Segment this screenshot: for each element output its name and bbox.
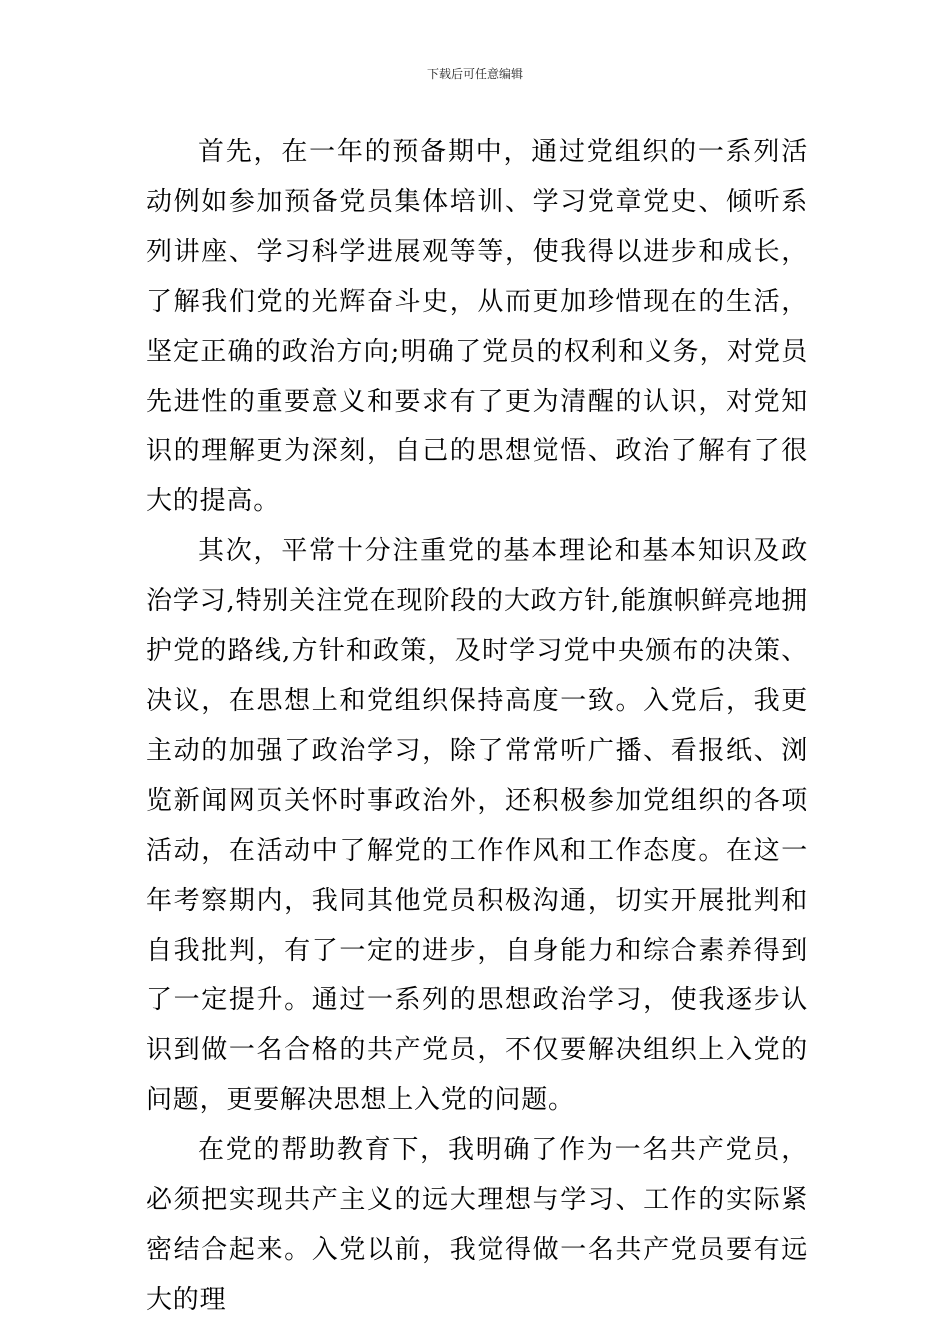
paragraph-3: 在党的帮助教育下，我明确了作为一名共产党员，必须把实现共产主义的远大理想与学习、工作的实际紧密结合起来。入党以前，我觉得做一名共产党员要有远大的理 [146, 1135, 808, 1315]
page-header: 下载后可任意编辑 [426, 67, 523, 81]
paragraph-1: 首先，在一年的预备期中，通过党组织的一系列活动例如参加预备党员集体培训、学习党章党史、倾听系列讲座、学习科学进展观等等，使我得以进步和成长，了解我们党的光辉奋斗史，从而更加珍惜现在的生活，坚定正确的政治方向;明确了党员的权利和义务，对党员先进性的重要意义和要求有了更为清醒的认识，对党知识的理解更为深刻，自己的思想觉悟、政治了解有了很大的提高。 [146, 137, 808, 517]
document-body [146, 128, 808, 1326]
paragraph-2: 其次，平常十分注重党的基本理论和基本知识及政治学习,特别关注党在现阶段的大政方针,能旗帜鲜亮地拥护党的路线,方针和政策，及时学习党中央颁布的决策、决议，在思想上和党组织保持高度一致。入党后，我更主动的加强了政治学习，除了常常听广播、看报纸、浏览新闻网页关怀时事政治外，还积极参加党组织的各项活动，在活动中了解党的工作作风和工作态度。在这一年考察期内，我同其他党员积极沟通，切实开展批判和自我批判，有了一定的进步，自身能力和综合素养得到了一定提升。通过一系列的思想政治学习，使我逐步认识到做一名合格的共产党员，不仅要解决组织上入党的问题，更要解决思想上入党的问题。 [146, 536, 808, 1116]
